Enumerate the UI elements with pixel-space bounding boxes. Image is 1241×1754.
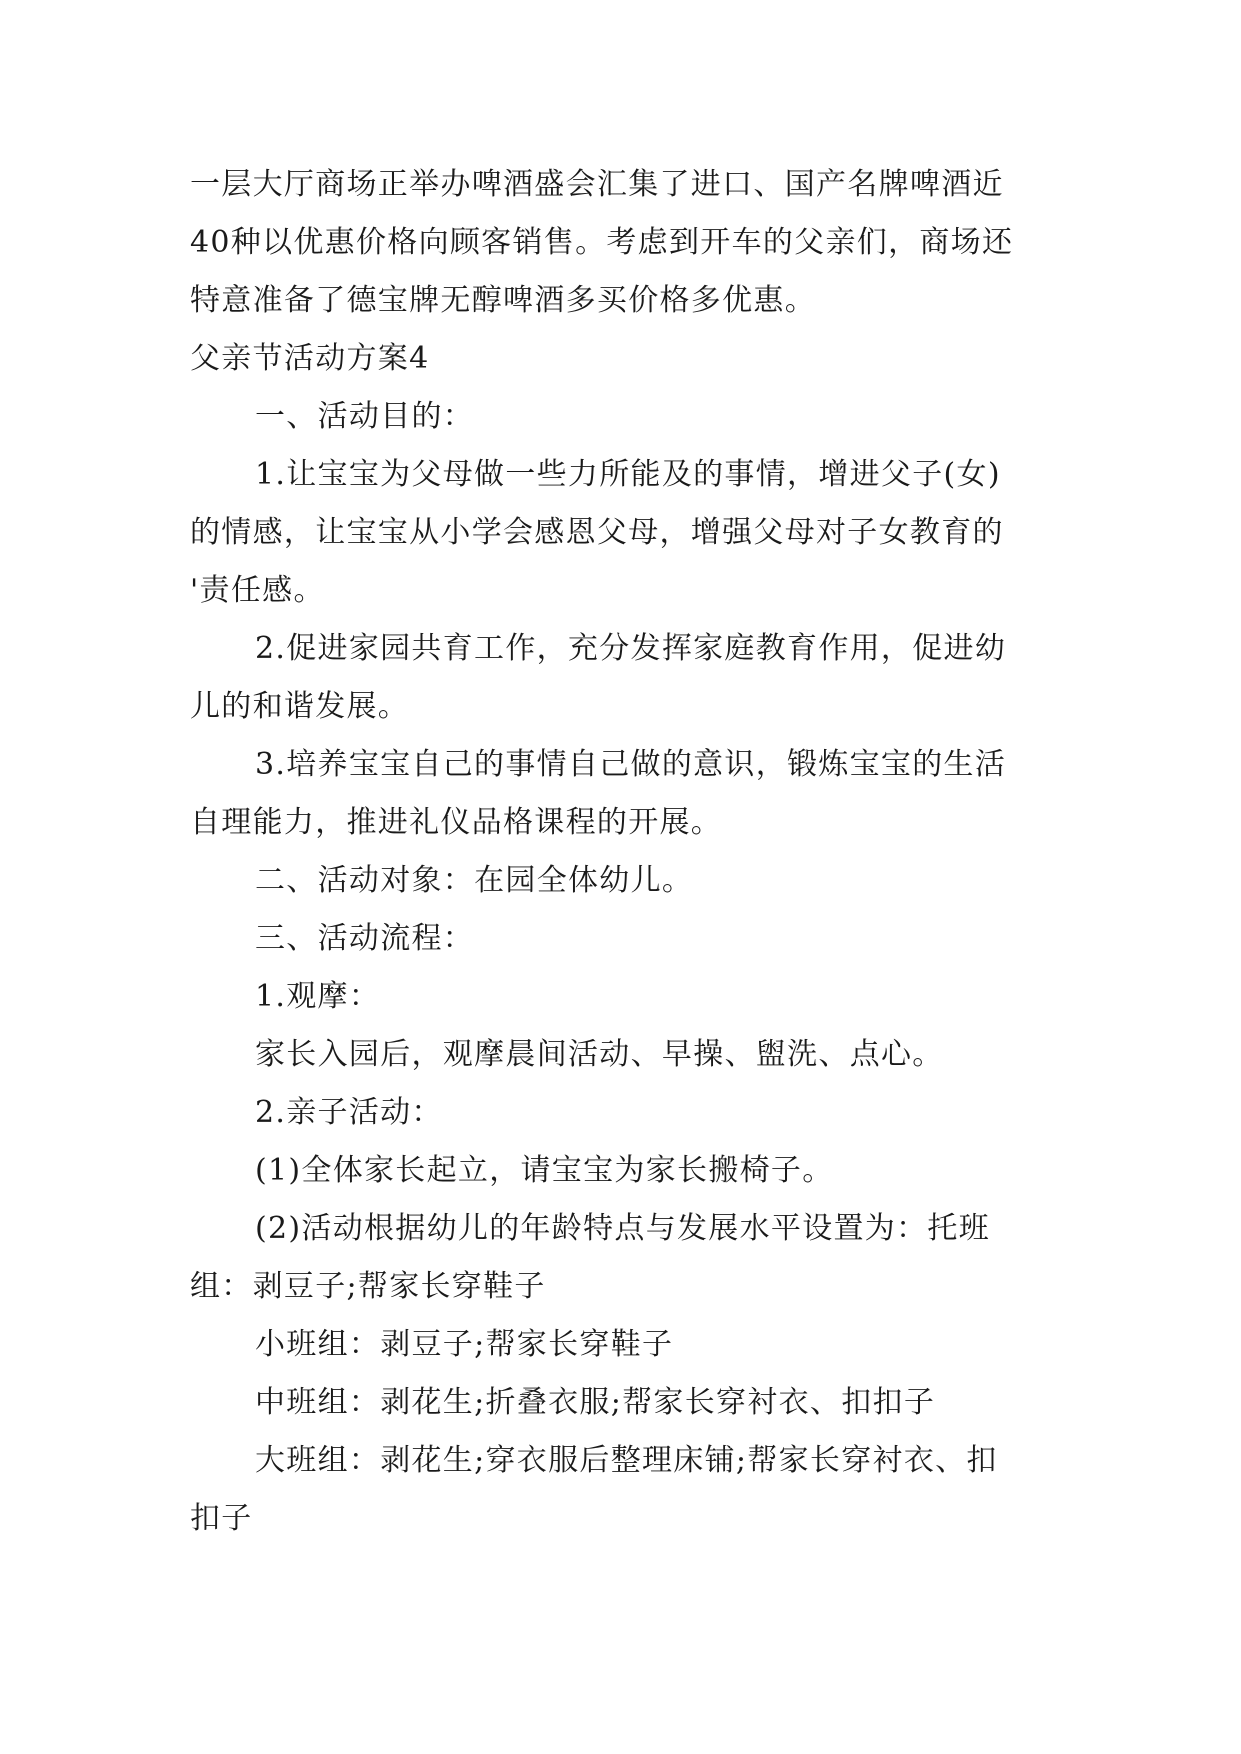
paragraph-line: 大班组：剥花生;穿衣服后整理床铺;帮家长穿衬衣、扣 — [255, 1443, 998, 1478]
heading-line: 一、活动目的： — [255, 399, 475, 434]
paragraph-line: 3.培养宝宝自己的事情自己做的意识，锻炼宝宝的生活 — [255, 747, 1007, 782]
paragraph-line: 扣子 — [190, 1501, 253, 1536]
list-item-heading: 1.观摩： — [255, 979, 381, 1014]
paragraph-line: 特意准备了德宝牌无醇啤酒多买价格多优惠。 — [190, 283, 816, 318]
heading-line: 二、活动对象：在园全体幼儿。 — [255, 863, 694, 898]
paragraph-line: 小班组：剥豆子;帮家长穿鞋子 — [255, 1327, 674, 1362]
section-title: 父亲节活动方案4 — [190, 341, 430, 376]
paragraph-line: 40种以优惠价格向顾客销售。考虑到开车的父亲们，商场还 — [190, 225, 1014, 260]
paragraph-line: 中班组：剥花生;折叠衣服;帮家长穿衬衣、扣扣子 — [255, 1385, 936, 1420]
paragraph-line: 1.让宝宝为父母做一些力所能及的事情，增进父子(女) — [255, 457, 1001, 492]
paragraph-line: 2.促进家园共育工作，充分发挥家庭教育作用，促进幼 — [255, 631, 1007, 666]
heading-line: 三、活动流程： — [255, 921, 475, 956]
paragraph-line: 一层大厅商场正举办啤酒盛会汇集了进口、国产名牌啤酒近 — [190, 167, 1004, 202]
paragraph-line: 组：剥豆子;帮家长穿鞋子 — [190, 1269, 546, 1304]
list-item-heading: 2.亲子活动： — [255, 1095, 443, 1130]
paragraph-line: 儿的和谐发展。 — [190, 689, 410, 724]
paragraph-line: (2)活动根据幼儿的年龄特点与发展水平设置为：托班 — [255, 1211, 990, 1246]
paragraph-line: (1)全体家长起立，请宝宝为家长搬椅子。 — [255, 1153, 834, 1188]
paragraph-line: 家长入园后，观摩晨间活动、早操、盥洗、点心。 — [255, 1037, 944, 1072]
paragraph-line: 的情感，让宝宝从小学会感恩父母，增强父母对子女教育的 — [190, 515, 1004, 550]
paragraph-line: 自理能力，推进礼仪品格课程的开展。 — [190, 805, 723, 840]
paragraph-line: '责任感。 — [190, 573, 325, 608]
